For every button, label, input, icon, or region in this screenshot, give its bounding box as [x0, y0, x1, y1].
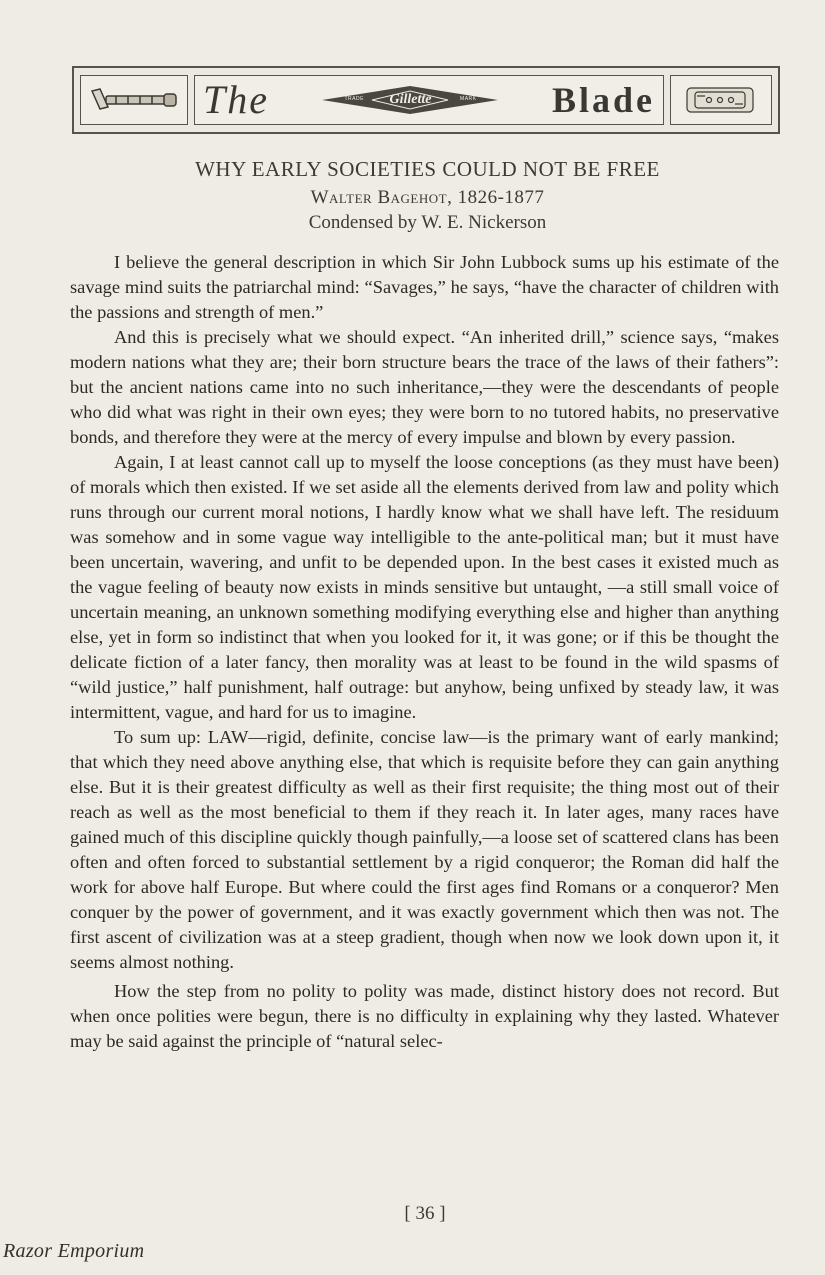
paragraph: I believe the general description in which Sir John Lubbock sums up his estimate of the savage mind suits the patriarchal mind: “Savages,” he says, “have the character of children with the passions and strength of men.” [70, 252, 779, 322]
gillette-logo [322, 85, 498, 115]
masthead-left-panel [80, 75, 188, 125]
article-author: Walter Bagehot, 1826-1877 [310, 187, 545, 208]
paragraph: How the step from no polity to polity was made, distinct history does not record. But when once polities were begun, there is no difficulty in explaining why they lasted. Whatever may be said against the principle of “natural selec- [70, 981, 779, 1051]
logo-gillette: Gillette [389, 92, 432, 107]
page-number: [ 36 ] [404, 1203, 446, 1224]
masthead-banner [72, 66, 780, 134]
article-body [70, 250, 779, 1054]
logo-trade: TRADE [344, 96, 364, 102]
masthead-the: The [203, 77, 269, 122]
masthead-blade: Blade [551, 80, 655, 120]
masthead-title-panel [194, 75, 664, 125]
article-title: WHY EARLY SOCIETIES COULD NOT BE FREE [195, 157, 660, 181]
razor-icon [88, 83, 180, 117]
paragraph: Again, I at least cannot call up to myself the loose conceptions (as they must have been) of morals which then existed. If we set aside all the elements derived from law and polity which runs through our current moral notions, I hardly know what we shall have left. The residuum was somehow and in some vague way intelligible to the ante-political man; but it must have been uncertain, wavering, and unfit to be depended upon. In the best cases it existed much as the vague feeling of beauty now exists in minds sensitive but untaught, —a still small voice of uncertain meaning, an unknown something modifying everything else and higher than anything else, yet in form so indistinct that when you looked for it, it was gone; or if this be thought the delicate fiction of a later fancy, then morality was at least to be found in the wild spasms of “wild justice,” half punishment, half outrage: but anyhow, being unfixed by steady law, it was intermittent, vague, and hard for us to imagine. [70, 452, 779, 722]
masthead-right-panel [670, 75, 772, 125]
article-condensed-by: Condensed by W. E. Nickerson [308, 212, 547, 233]
watermark: Razor Emporium [3, 1240, 145, 1262]
paragraph: To sum up: LAW—rigid, definite, concise law—is the primary want of early mankind; that which they need above anything else, that which is requisite before they can gain anything else. But it is their greatest difficulty as well as their first requisite; the thing most out of their reach as well as the most beneficial to them if they reach it. In later ages, many races have gained much of this discipline quickly though painfully,—a loose set of scattered clans has been often and often forced to substantial settlement by a rigid conqueror; the Roman did half the work for above half Europe. But where could the first ages find Romans or a conqueror? Men conquer by the power of government, and it was exactly government which then was not. The first ascent of civilization was at a steep gradient, though when now we look down upon it, it seems almost nothing. [70, 727, 779, 972]
logo-mark: MARK [460, 96, 477, 102]
paragraph: And this is precisely what we should expect. “An inherited drill,” science says, “makes modern nations what they are; their born structure bears the trace of the laws of their fathers”: but the ancient nations came into no such inheritance,—they were the descendants of people who did what was right in their own eyes; they were born to no tutored habits, no preservative bonds, and therefore they were at the mercy of every impulse and blown by every passion. [70, 327, 779, 447]
blade-packet-icon [681, 82, 761, 118]
